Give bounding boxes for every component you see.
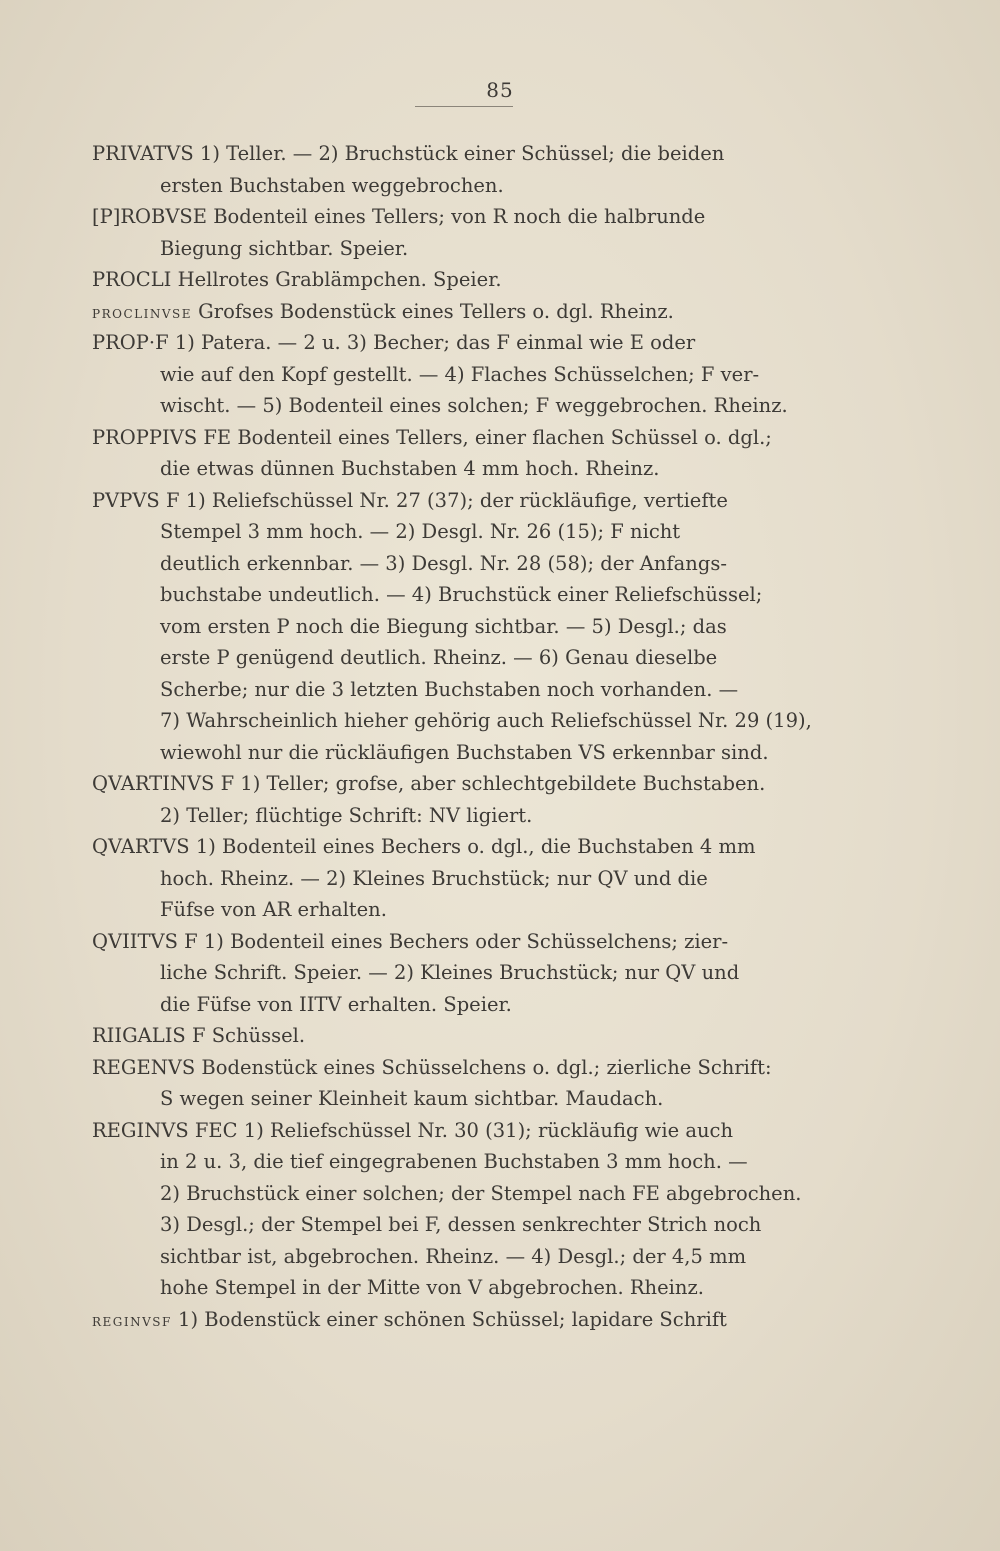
entry-continuation-line: wischt. — 5) Bodenteil eines solchen; F weggebrochen. Rheinz.: [160, 394, 788, 417]
stamp-name: PROCLI: [92, 268, 172, 291]
stamp-name: RIIGALIS F: [92, 1024, 206, 1047]
entry-continuation-line: deutlich erkennbar. — 3) Desgl. Nr. 28 (58); der Anfangs-: [160, 551, 727, 575]
entry-first-line: [92, 768, 820, 800]
entry-text: Grofses Bodenstück eines Tellers o. dgl. Rheinz.: [191, 299, 674, 323]
entry-continuation-line: die etwas dünnen Buchstaben 4 mm hoch. Rheinz.: [160, 457, 660, 480]
stamp-name: PROPPIVS FE: [92, 425, 232, 449]
entry-continuation-line: Stempel 3 mm hoch. — 2) Desgl. Nr. 26 (15); F nicht: [160, 520, 681, 543]
stamp-name: PRIVATVS: [92, 142, 194, 165]
entry-continuation-line: Füfse von AR erhalten.: [160, 898, 387, 921]
entry-continuation-line: erste P genügend deutlich. Rheinz. — 6) Genau dieselbe: [160, 646, 718, 669]
entry-text: Bodenteil eines Tellers; von R noch die halbrunde: [207, 205, 706, 228]
entry-continuation-line: sichtbar ist, abgebrochen. Rheinz. — 4) Desgl.; der 4,5 mm: [160, 1244, 747, 1268]
entry-first-line: [92, 1052, 820, 1084]
entry-text: 1) Reliefschüssel Nr. 27 (37); der rückläufige, vertiefte: [179, 488, 728, 512]
entry-continuation-line: in 2 u. 3, die tief eingegrabenen Buchstaben 3 mm hoch. —: [160, 1150, 748, 1173]
entry-text: 1) Teller; grofse, aber schlechtgebildete Buchstaben.: [234, 772, 766, 795]
entry-continuation-line: hoch. Rheinz. — 2) Kleines Bruchstück; nur QV und die: [160, 866, 708, 890]
entry-continuation-line: die Füfse von IITV erhalten. Speier.: [160, 992, 512, 1016]
entry-continuation-line: Biegung sichtbar. Speier.: [160, 236, 409, 260]
entry-text: Hellrotes Grablämpchen. Speier.: [171, 268, 502, 291]
entry-text: Schüssel.: [205, 1024, 306, 1047]
stamp-name: REGENVS: [92, 1055, 196, 1079]
stamp-name: QVARTVS: [92, 835, 190, 858]
entry-first-line: [92, 926, 820, 958]
stamp-name: REGINVSF: [92, 1314, 172, 1329]
stamp-name: QVARTINVS F: [92, 772, 235, 795]
entry-first-line: [92, 1304, 820, 1336]
entry-text: 1) Patera. — 2 u. 3) Becher; das F einmal wie E oder: [168, 331, 696, 354]
entry-continuation-line: S wegen seiner Kleinheit kaum sichtbar. Maudach.: [160, 1087, 664, 1110]
entry-first-line: [92, 485, 820, 517]
entry-continuation-line: buchstabe undeutlich. — 4) Bruchstück einer Reliefschüssel;: [160, 583, 763, 606]
entry-continuation-line: 2) Bruchstück einer solchen; der Stempel nach FE abgebrochen.: [160, 1181, 802, 1205]
stamp-name: PROCLINVSE: [92, 306, 192, 321]
entry-continuation-line: hohe Stempel in der Mitte von V abgebrochen. Rheinz.: [160, 1276, 704, 1299]
entry-continuation-line: 7) Wahrscheinlich hieher gehörig auch Reliefschüssel Nr. 29 (19),: [160, 709, 812, 732]
entry-continuation-line: 2) Teller; flüchtige Schrift: NV ligiert.: [160, 803, 533, 827]
entry-continuation-line: liche Schrift. Speier. — 2) Kleines Bruchstück; nur QV und: [160, 961, 740, 984]
entry-continuation-line: ersten Buchstaben weggebrochen.: [160, 173, 504, 197]
entry-first-line: [92, 1115, 820, 1147]
entry-first-line: [92, 138, 820, 170]
entry-continuation-line: wiewohl nur die rückläufigen Buchstaben VS erkennbar sind.: [160, 740, 769, 764]
entry-first-line: [92, 831, 820, 863]
entry-continuation-line: 3) Desgl.; der Stempel bei F, dessen senkrechter Strich noch: [160, 1213, 762, 1236]
page-body: [92, 138, 820, 1335]
entry-first-line: [92, 422, 820, 454]
entry-first-line: [92, 296, 820, 328]
entry-text: 1) Teller. — 2) Bruchstück einer Schüssel; die beiden: [193, 142, 725, 165]
entry-text: 1) Bodenteil eines Bechers o. dgl., die Buchstaben 4 mm: [189, 835, 756, 858]
stamp-name: [P]ROBVSE: [92, 205, 208, 228]
entry-first-line: [92, 201, 820, 233]
entry-text: 1) Bodenstück einer schönen Schüssel; lapidare Schrift: [171, 1307, 727, 1331]
entry-text: 1) Bodenteil eines Bechers oder Schüsselchens; zier-: [197, 929, 729, 953]
entry-continuation-line: Scherbe; nur die 3 letzten Buchstaben noch vorhanden. —: [160, 677, 739, 701]
stamp-name: PROP·F: [92, 331, 169, 354]
stamp-name: PVPVS F: [92, 488, 180, 512]
stamp-name: QVIITVS F: [92, 929, 198, 953]
page-number-rule: [415, 106, 513, 107]
stamp-name: REGINVS FEC: [92, 1118, 238, 1142]
entry-first-line: [92, 264, 820, 296]
entry-first-line: [92, 1020, 820, 1052]
entry-continuation-line: vom ersten P noch die Biegung sichtbar. — 5) Desgl.; das: [160, 614, 727, 638]
entry-text: Bodenstück eines Schüsselchens o. dgl.; zierliche Schrift:: [195, 1055, 772, 1079]
entry-continuation-line: wie auf den Kopf gestellt. — 4) Flaches Schüsselchen; F ver-: [160, 362, 760, 386]
entry-text: 1) Reliefschüssel Nr. 30 (31); rückläufig wie auch: [237, 1118, 733, 1142]
entry-text: Bodenteil eines Tellers, einer flachen Schüssel o. dgl.;: [231, 425, 772, 449]
page-number: 85: [486, 78, 514, 102]
entry-first-line: [92, 327, 820, 359]
